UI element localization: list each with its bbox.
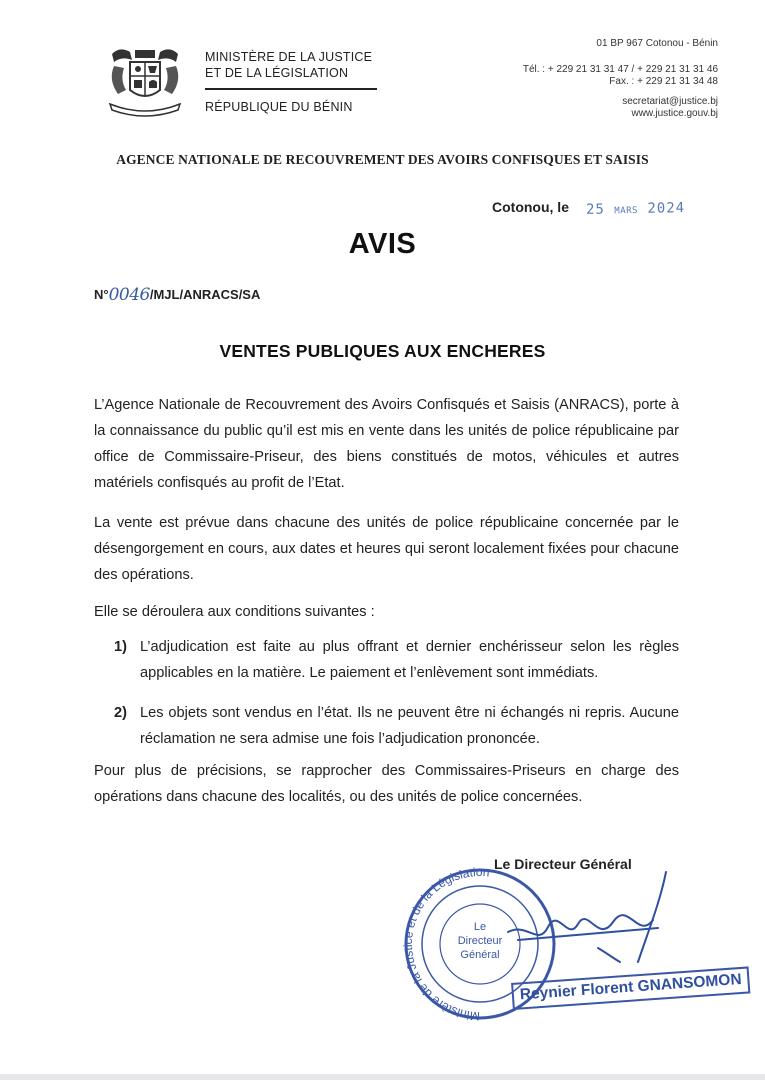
seal-center-line1: Le bbox=[473, 921, 487, 933]
ministry-name-line1: MINISTÈRE DE LA JUSTICE bbox=[205, 50, 373, 64]
fax: Fax. : + 229 21 31 34 48 bbox=[609, 76, 718, 87]
date-year: 2024 bbox=[647, 200, 686, 217]
benin-coat-of-arms-icon bbox=[100, 44, 190, 118]
condition-number: 2) bbox=[114, 705, 127, 721]
condition-item bbox=[114, 634, 679, 686]
paragraph-schedule: La vente est prévue dans chacune des unités de police républicaine concernée par le désengorgement en cours, aux dates et heures qui seront localement fixées pour chacune des opérations. bbox=[94, 515, 679, 583]
email: secretariat@justice.bj bbox=[622, 96, 718, 107]
signatory-name-stamp: Reynier Florent GNANSOMON bbox=[511, 966, 751, 1010]
condition-text: L’adjudication est faite au plus offrant et dernier enchérisseur selon les règles applicables en la matière. Le paiement et l’enlèvement sont immédiats. bbox=[140, 639, 679, 681]
reference-handwritten-number: 0046 bbox=[108, 285, 150, 305]
telephone: Tél. : + 229 21 31 31 47 / + 229 21 31 31 46 bbox=[522, 64, 718, 75]
website: www.justice.gouv.bj bbox=[631, 108, 718, 119]
date-day: 25 bbox=[585, 201, 606, 218]
condition-item bbox=[114, 700, 679, 752]
paragraph-conditions-intro: Elle se déroulera aux conditions suivantes : bbox=[94, 604, 375, 620]
page-title: AVIS bbox=[348, 228, 417, 260]
condition-text: Les objets sont vendus en l’état. Ils ne peuvent être ni échangés ni repris. Aucune réclamation ne sera admise une fois l’adjudication prononcée. bbox=[140, 705, 679, 747]
dateline-place: Cotonou, le bbox=[492, 199, 569, 215]
notice-subtitle: VENTES PUBLIQUES AUX ENCHERES bbox=[219, 341, 546, 361]
signatory-title: Le Directeur Général bbox=[494, 856, 632, 872]
reference-prefix: N° bbox=[94, 287, 109, 302]
ministry-name-line2: ET DE LA LÉGISLATION bbox=[205, 66, 349, 80]
official-seal-icon bbox=[398, 862, 698, 1042]
republic-name: RÉPUBLIQUE DU BÉNIN bbox=[205, 100, 353, 114]
reference-number bbox=[94, 284, 260, 304]
header-divider bbox=[205, 88, 377, 90]
agency-name: AGENCE NATIONALE DE RECOUVREMENT DES AVOIRS CONFISQUES ET SAISIS bbox=[116, 152, 649, 167]
paragraph-intro: L’Agence Nationale de Recouvrement des Avoirs Confisqués et Saisis (ANRACS), porte à la connaissance du public qu’il est mis en vente dans les unités de police républicaine par office de Commissaire-Priseur, des biens constitués de motos, véhicules et autres matériels confisqués au profit de l’Etat. bbox=[94, 397, 679, 491]
date-month: MARS bbox=[614, 205, 639, 217]
date-stamp bbox=[586, 200, 685, 218]
page-bottom-edge bbox=[0, 1074, 765, 1080]
seal-center-line2: Directeur bbox=[457, 935, 503, 947]
reference-suffix: /MJL/ANRACS/SA bbox=[149, 287, 261, 302]
postal-address: 01 BP 967 Cotonou - Bénin bbox=[596, 38, 718, 49]
condition-number: 1) bbox=[114, 639, 127, 655]
contact-block bbox=[523, 38, 718, 120]
seal-ring-text: Ministère de la Justice et de la Législation bbox=[400, 864, 491, 1024]
ministry-block bbox=[205, 49, 377, 115]
paragraph-contact-info: Pour plus de précisions, se rapprocher des Commissaires-Priseurs en charge des opérations dans chacune des localités, ou des unités de police concernées. bbox=[94, 763, 679, 805]
seal-center-line3: Général bbox=[460, 949, 500, 961]
